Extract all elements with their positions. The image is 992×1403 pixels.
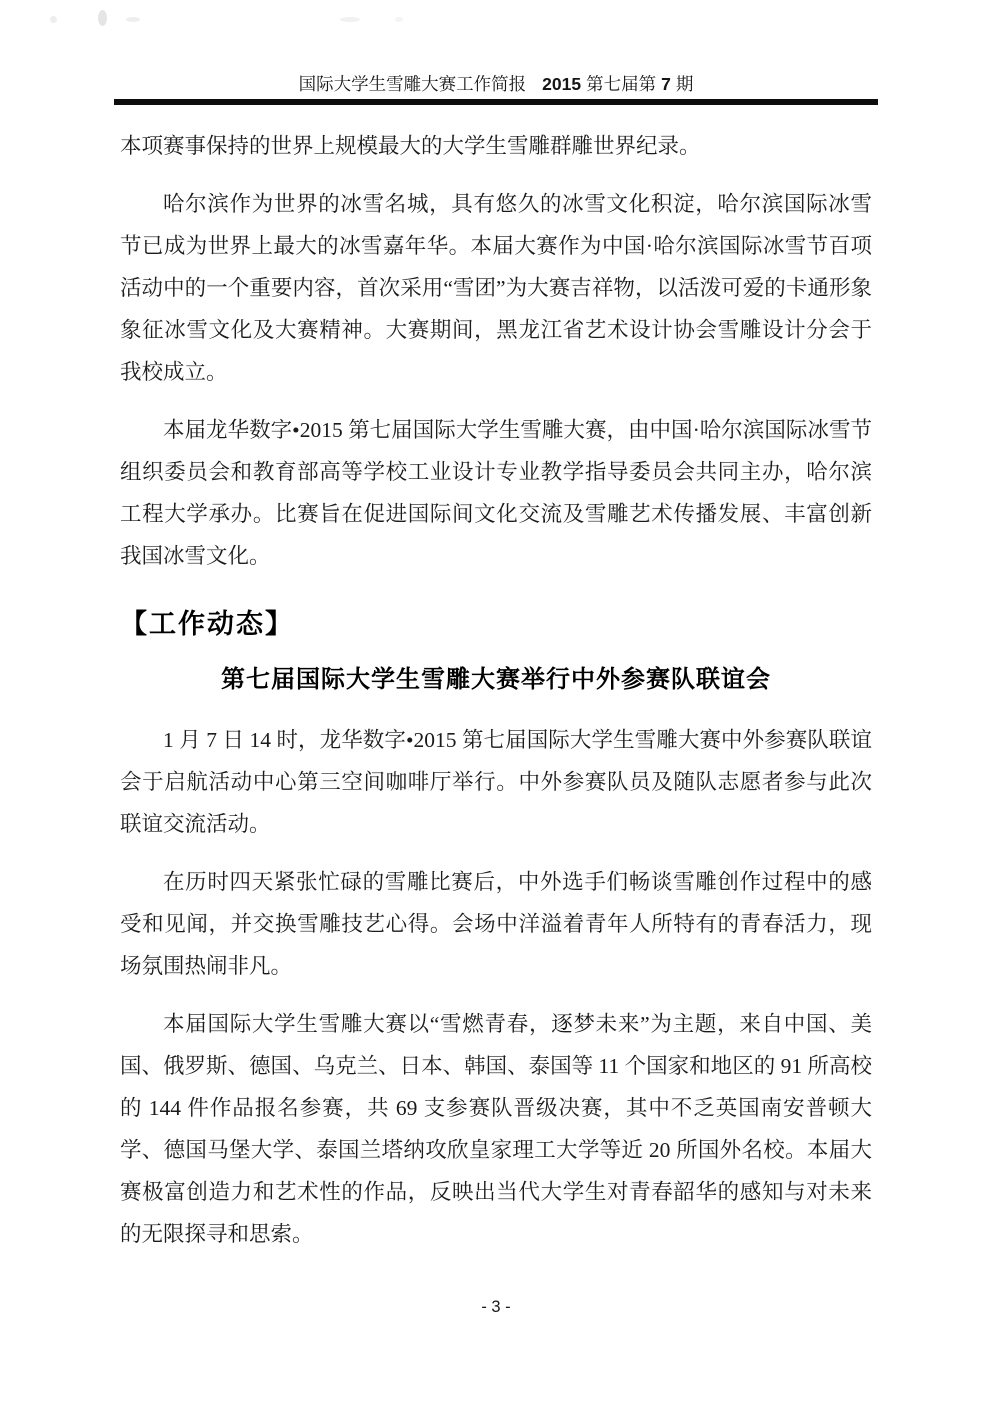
header-issue-number: 7 bbox=[661, 74, 671, 94]
header-year: 2015 bbox=[542, 74, 582, 94]
scan-artifact bbox=[340, 17, 360, 22]
scan-artifact bbox=[98, 10, 107, 26]
scan-artifact bbox=[395, 17, 403, 22]
document-body bbox=[120, 105, 872, 1255]
scan-artifact bbox=[126, 17, 140, 22]
scan-artifact bbox=[50, 16, 57, 23]
article-title: 第七届国际大学生雪雕大赛举行中外参赛队联谊会 bbox=[221, 666, 771, 693]
paragraph: 本项赛事保持的世界上规模最大的大学生雪雕群雕世界纪录。 bbox=[120, 134, 701, 158]
header-issue-prefix: 第七届第 bbox=[586, 74, 657, 94]
page-header bbox=[114, 0, 878, 96]
header-title: 国际大学生雪雕大赛工作简报 bbox=[298, 74, 527, 94]
header-issue-suffix: 期 bbox=[675, 74, 694, 94]
section-heading: 【工作动态】 bbox=[120, 609, 294, 639]
paragraph: 1 月 7 日 14 时，龙华数字•2015 第七届国际大学生雪雕大赛中外参赛队联谊会于启航活动中心第三空间咖啡厅举行。中外参赛队员及随队志愿者参与此次联谊交流活动。 bbox=[120, 728, 872, 836]
paragraph: 本届龙华数字•2015 第七届国际大学生雪雕大赛，由中国·哈尔滨国际冰雪节组织委员会和教育部高等学校工业设计专业教学指导委员会共同主办，哈尔滨工程大学承办。比赛旨在促进国际间文化交流及雪雕艺术传播发展、丰富创新我国冰雪文化。 bbox=[120, 418, 872, 568]
page-number: - 3 - bbox=[481, 1298, 511, 1316]
paragraph: 哈尔滨作为世界的冰雪名城，具有悠久的冰雪文化积淀，哈尔滨国际冰雪节已成为世界上最大的冰雪嘉年华。本届大赛作为中国·哈尔滨国际冰雪节百项活动中的一个重要内容，首次采用“雪团”为大赛吉祥物，以活泼可爱的卡通形象象征冰雪文化及大赛精神。大赛期间，黑龙江省艺术设计协会雪雕设计分会于我校成立。 bbox=[120, 192, 872, 384]
paragraph: 本届国际大学生雪雕大赛以“雪燃青春，逐梦未来”为主题，来自中国、美国、俄罗斯、德国、乌克兰、日本、韩国、泰国等 11 个国家和地区的 91 所高校的 144 件作品报名参赛，共 69 支参赛队晋级决赛，其中不乏英国南安普顿大学、德国马堡大学、泰国兰塔纳攻欣皇家理工大学等近 20 所国外名校。本届大赛极富创造力和艺术性的作品，反映出当代大学生对青春韶华的感知与对未来的无限探寻和思索。 bbox=[120, 1012, 872, 1246]
paragraph: 在历时四天紧张忙碌的雪雕比赛后，中外选手们畅谈雪雕创作过程中的感受和见闻，并交换雪雕技艺心得。会场中洋溢着青年人所特有的青春活力，现场氛围热闹非凡。 bbox=[120, 870, 872, 978]
